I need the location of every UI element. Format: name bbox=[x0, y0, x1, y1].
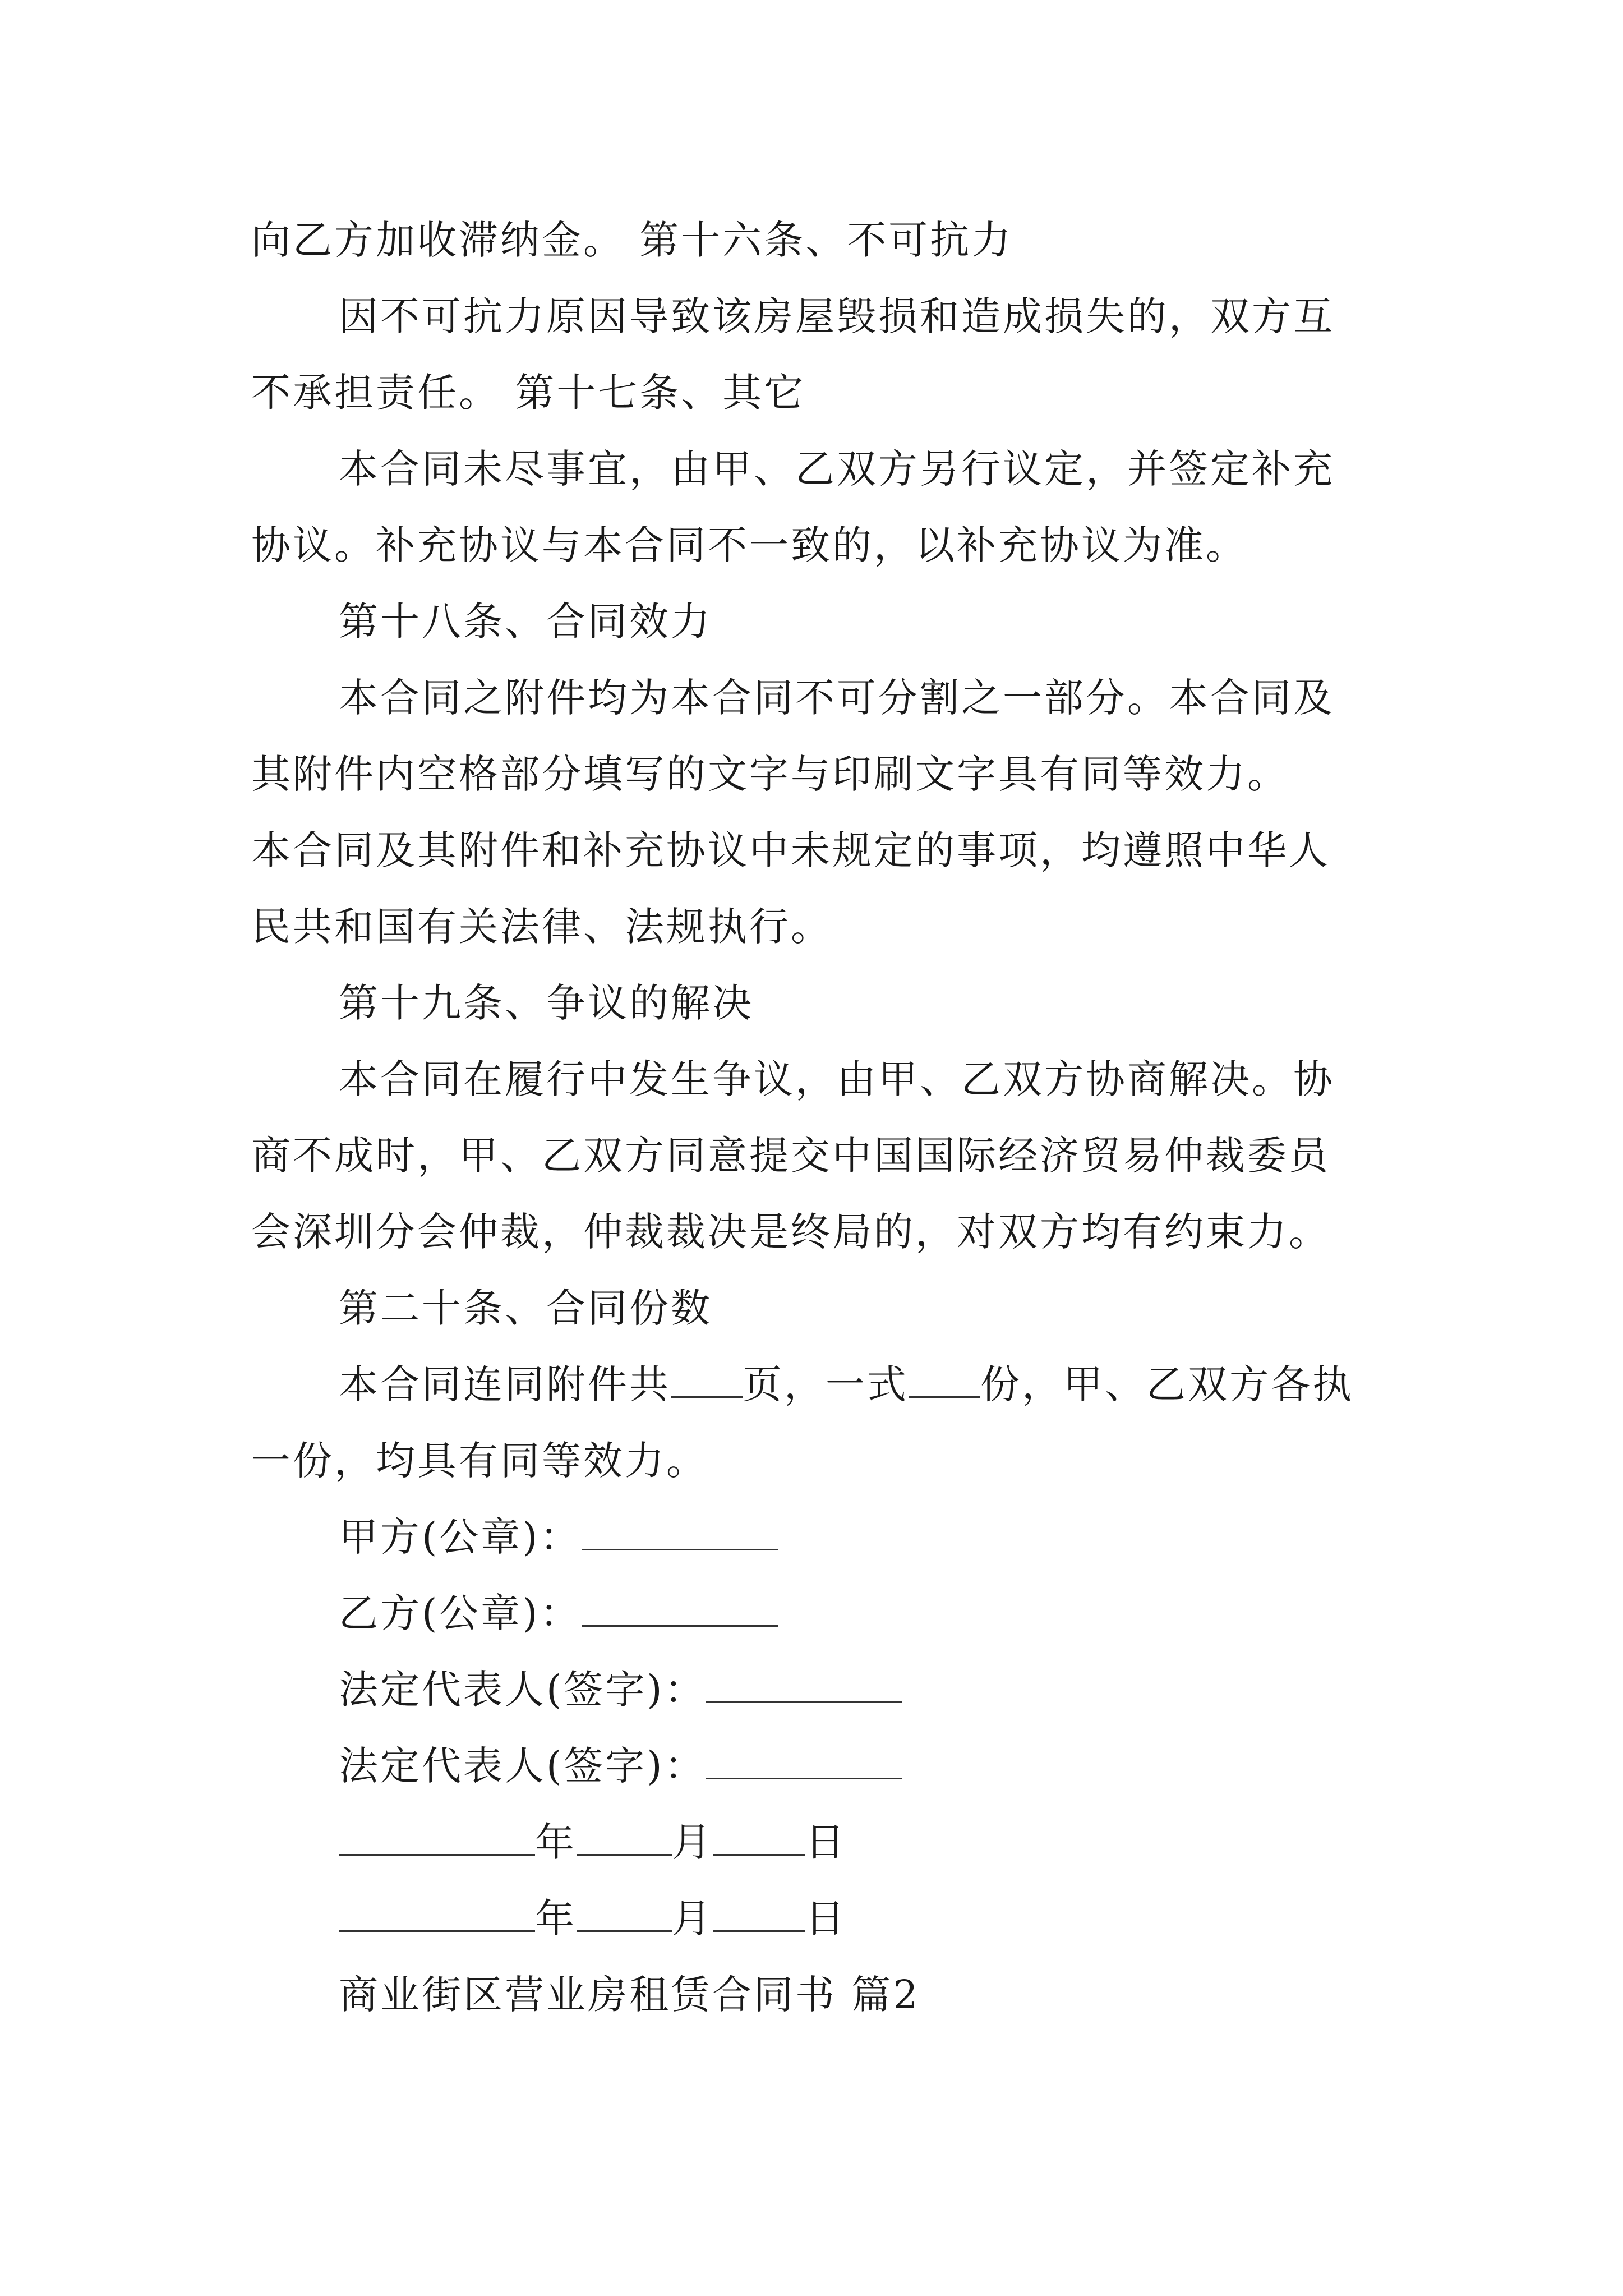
rep-b-label: 法定代表人(签字)： bbox=[339, 1743, 706, 1789]
copies-blank bbox=[909, 1354, 980, 1398]
rep-b-blank bbox=[706, 1735, 902, 1779]
month-blank bbox=[577, 1811, 672, 1856]
text-line: 向乙方加收滞纳金。 第十六条、不可抗力 bbox=[251, 217, 1013, 263]
month-label: 月 bbox=[672, 1895, 713, 1941]
text-line: 因不可抗力原因导致该房屋毁损和造成损失的，双方互 bbox=[339, 293, 1335, 339]
text-line: 民共和国有关法律、法规执行。 bbox=[251, 904, 832, 950]
text-line: 本合同在履行中发生争议，由甲、乙双方协商解决。协 bbox=[339, 1056, 1335, 1102]
year-blank bbox=[339, 1811, 535, 1856]
party-a-blank bbox=[582, 1506, 778, 1550]
year-label: 年 bbox=[535, 1819, 577, 1865]
day-blank bbox=[713, 1811, 805, 1856]
document-body bbox=[251, 202, 1395, 2033]
copies-text-3: 份，甲、乙双方各执 bbox=[980, 1361, 1354, 1407]
month-label: 月 bbox=[672, 1819, 713, 1865]
copies-line bbox=[251, 1346, 1395, 1423]
day-blank bbox=[713, 1888, 805, 1932]
text-line: 其附件内空格部分填写的文字与印刷文字具有同等效力。 bbox=[251, 751, 1289, 797]
section-heading: 第十八条、合同效力 bbox=[339, 599, 712, 645]
month-blank bbox=[577, 1888, 672, 1932]
rep-a-blank bbox=[706, 1659, 902, 1703]
text-line: 一份，均具有同等效力。 bbox=[251, 1438, 708, 1484]
pages-blank bbox=[671, 1354, 743, 1398]
rep-b-signature bbox=[251, 1728, 1395, 1804]
copies-text-2: 页，一式 bbox=[743, 1361, 909, 1407]
day-label: 日 bbox=[805, 1819, 847, 1865]
text-line: 协议。补充协议与本合同不一致的，以补充协议为准。 bbox=[251, 522, 1247, 568]
copies-text-1: 本合同连同附件共 bbox=[339, 1361, 671, 1407]
date-line bbox=[251, 1804, 1395, 1880]
text-line: 本合同之附件均为本合同不可分割之一部分。本合同及 bbox=[339, 675, 1335, 721]
text-line: 商不成时，甲、乙双方同意提交中国国际经济贸易仲裁委员 bbox=[251, 1133, 1330, 1179]
text-line: 不承担责任。 第十七条、其它 bbox=[251, 370, 806, 416]
party-a-label: 甲方(公章)： bbox=[339, 1514, 582, 1560]
year-label: 年 bbox=[535, 1895, 577, 1941]
section-heading: 第二十条、合同份数 bbox=[339, 1285, 712, 1331]
section-heading: 第十九条、争议的解决 bbox=[339, 980, 754, 1026]
year-blank bbox=[339, 1888, 535, 1932]
day-label: 日 bbox=[805, 1895, 847, 1941]
party-b-signature bbox=[251, 1575, 1395, 1651]
date-line bbox=[251, 1880, 1395, 1957]
text-line: 本合同及其附件和补充协议中未规定的事项，均遵照中华人 bbox=[251, 827, 1330, 873]
text-line: 会深圳分会仲裁，仲裁裁决是终局的，对双方均有约束力。 bbox=[251, 1209, 1330, 1255]
next-section-title: 商业街区营业房租赁合同书 篇2 bbox=[339, 1972, 920, 2018]
party-a-signature bbox=[251, 1499, 1395, 1575]
party-b-blank bbox=[582, 1582, 778, 1627]
rep-a-label: 法定代表人(签字)： bbox=[339, 1667, 706, 1713]
rep-a-signature bbox=[251, 1651, 1395, 1728]
party-b-label: 乙方(公章)： bbox=[339, 1590, 582, 1636]
text-line: 本合同未尽事宜，由甲、乙双方另行议定，并签定补充 bbox=[339, 446, 1335, 492]
